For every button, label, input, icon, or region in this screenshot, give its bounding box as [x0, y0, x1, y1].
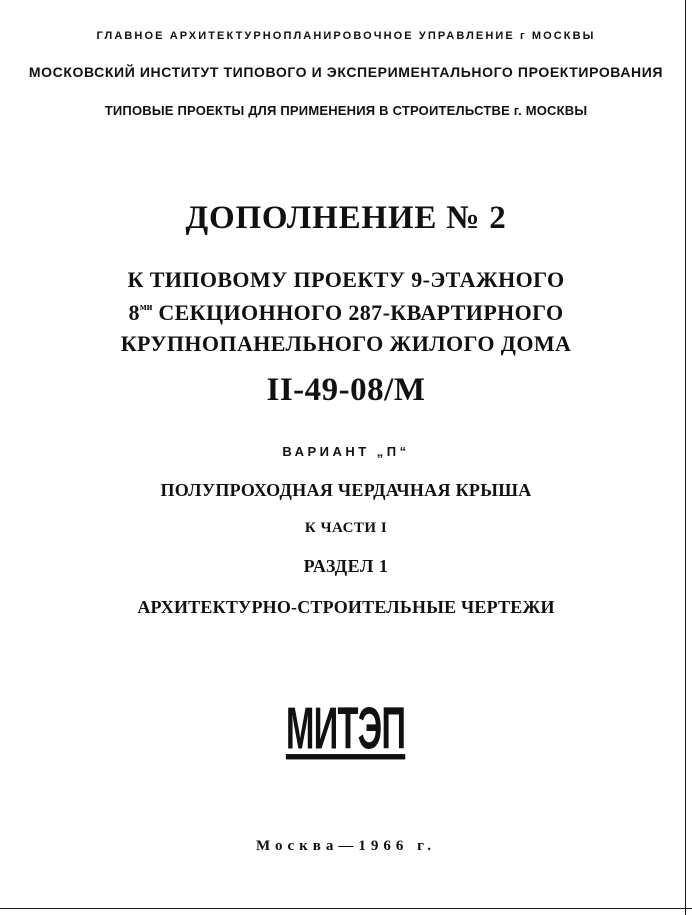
roof-type: ПОЛУПРОХОДНАЯ ЧЕРДАЧНАЯ КРЫША [160, 480, 532, 500]
agency-heading: ГЛАВНОЕ АРХИТЕКТУРНОПЛАНИРОВОЧНОЕ УПРАВЛЕНИЕ г МОСКВЫ [96, 30, 596, 42]
institute-heading: МОСКОВСКИЙ ИНСТИТУТ ТИПОВОГО И ЭКСПЕРИМЕНТАЛЬНОГО ПРОЕКТИРОВАНИЯ [28, 64, 664, 80]
city-year: Москва—1966 г. [256, 838, 436, 854]
section-label: РАЗДЕЛ 1 [303, 556, 389, 576]
subtitle-line-3: КРУПНОПАНЕЛЬНОГО ЖИЛОГО ДОМА [120, 331, 572, 356]
drawings-label: АРХИТЕКТУРНО-СТРОИТЕЛЬНЫЕ ЧЕРТЕЖИ [137, 597, 555, 617]
subtitle-line-1: К ТИПОВОМУ ПРОЕКТУ 9-ЭТАЖНОГО [127, 267, 565, 292]
mitep-logo-text: МИТЭП [286, 696, 406, 763]
series-heading: ТИПОВЫЕ ПРОЕКТЫ ДЛЯ ПРИМЕНЕНИЯ В СТРОИТЕЛЬСТВЕ г. МОСКВЫ [104, 103, 588, 118]
part-label: К ЧАСТИ I [304, 520, 388, 536]
variant-label: ВАРИАНТ „П“ [282, 444, 410, 459]
page-edge-bottom [0, 908, 692, 909]
document-title: ДОПОЛНЕНИЕ № 2 [185, 200, 507, 236]
project-code: II-49-08/М [266, 372, 426, 408]
subtitle-line-2-text: СЕКЦИОННОГО 287-КВАРТИРНОГО [152, 300, 564, 325]
subtitle-line-2-number: 8 [128, 300, 140, 325]
subtitle-line-2-superscript: ми [139, 302, 153, 313]
mitep-logo [0, 696, 692, 763]
subtitle-line-2 [0, 300, 692, 326]
